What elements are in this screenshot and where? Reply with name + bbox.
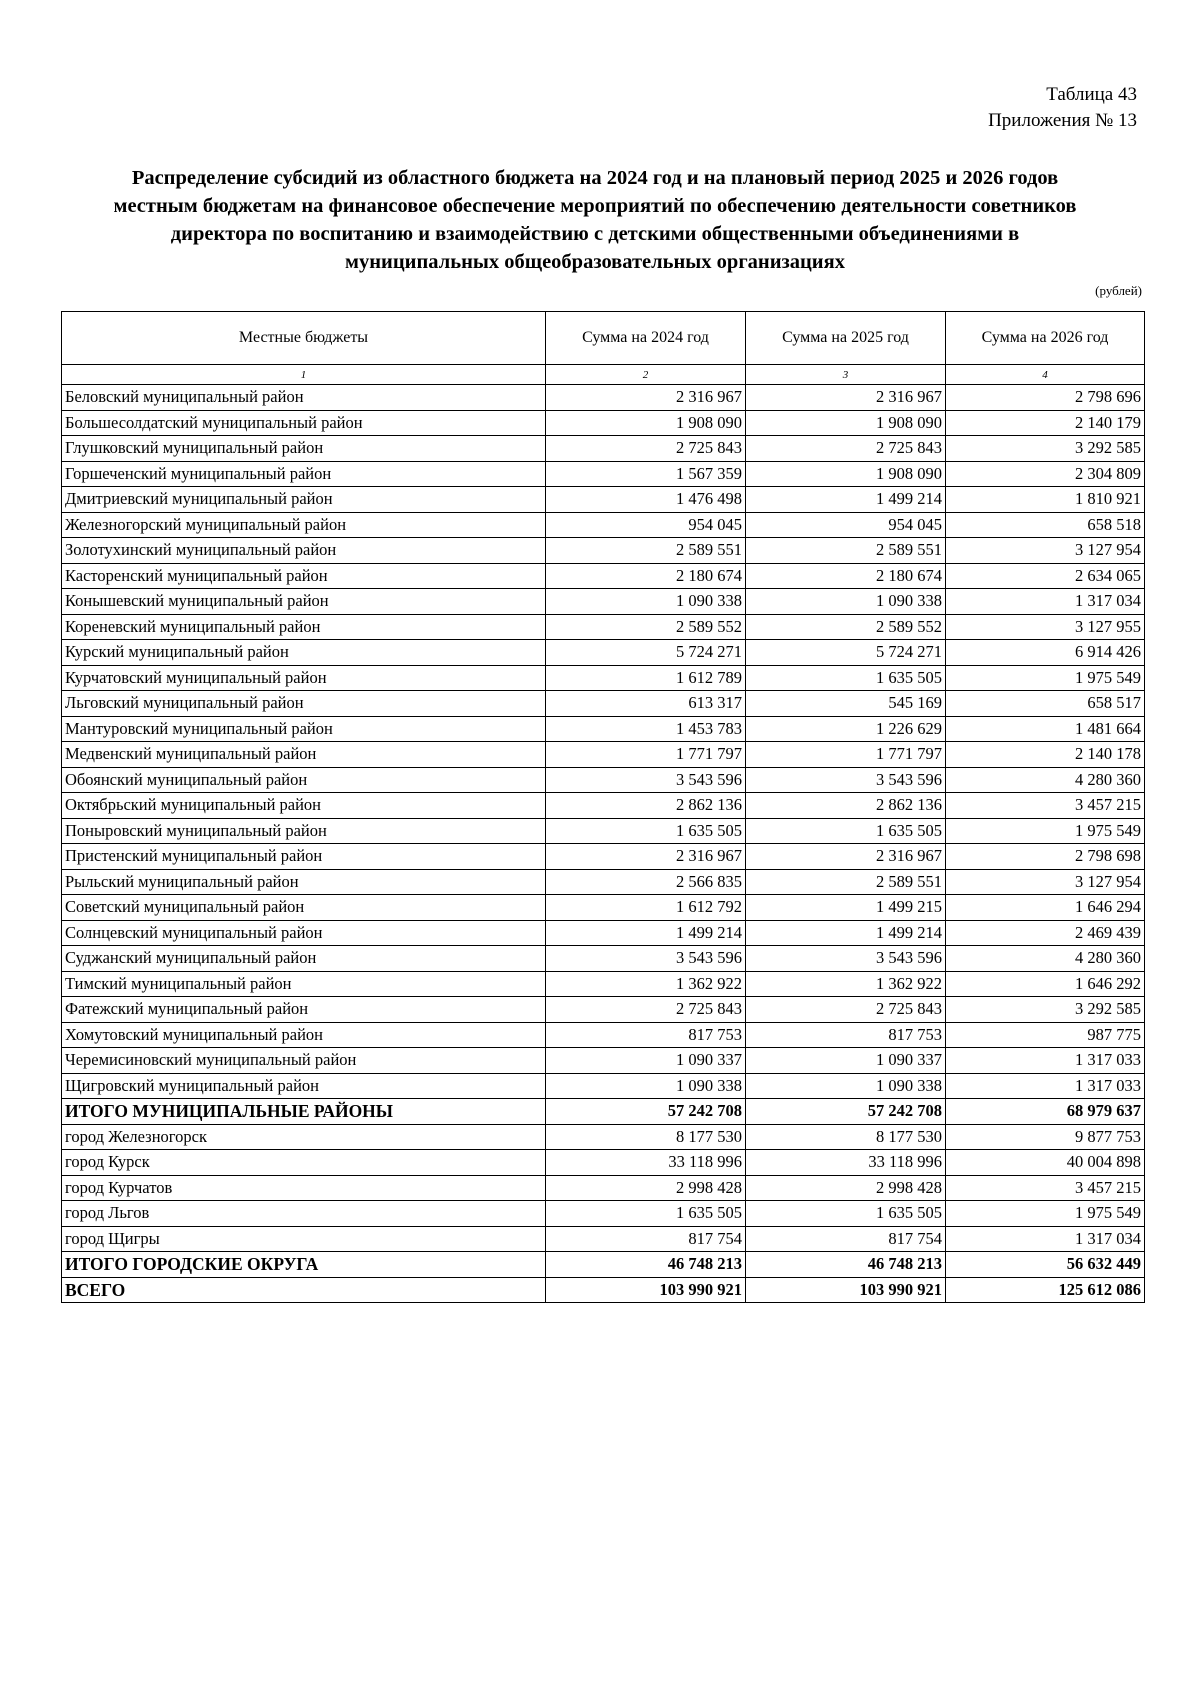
amount-2025-cell: 1 635 505: [746, 1201, 946, 1227]
amount-2026-cell: 40 004 898: [946, 1150, 1145, 1176]
table-row: [62, 767, 1145, 793]
amount-2024-cell: 2 566 835: [546, 869, 746, 895]
budget-name-cell: Обоянский муниципальный район: [62, 767, 546, 793]
amount-2026-cell: 2 140 179: [946, 410, 1145, 436]
amount-2024-cell: 1 090 338: [546, 589, 746, 615]
amount-2024-cell: 1 453 783: [546, 716, 746, 742]
table-row: [62, 461, 1145, 487]
document-title: [70, 164, 1120, 276]
amount-2025-cell: 1 499 215: [746, 895, 946, 921]
budget-name-cell: Советский муниципальный район: [62, 895, 546, 921]
amount-2025-cell: 545 169: [746, 691, 946, 717]
table-row: [62, 512, 1145, 538]
amount-2025-cell: 1 090 337: [746, 1048, 946, 1074]
budget-name-cell: Черемисиновский муниципальный район: [62, 1048, 546, 1074]
amount-2026-cell: 3 127 954: [946, 869, 1145, 895]
amount-2025-cell: 1 499 214: [746, 920, 946, 946]
amount-2025-cell: 1 908 090: [746, 410, 946, 436]
amount-2024-cell: 1 771 797: [546, 742, 746, 768]
amount-2026-cell: 987 775: [946, 1022, 1145, 1048]
amount-2025-cell: 1 090 338: [746, 1073, 946, 1099]
amount-2026-cell: 2 798 698: [946, 844, 1145, 870]
table-row: [62, 665, 1145, 691]
amount-2025-cell: 2 589 552: [746, 614, 946, 640]
amount-2026-cell: 6 914 426: [946, 640, 1145, 666]
amount-2024-cell: 1 090 338: [546, 1073, 746, 1099]
amount-2024-cell: 2 998 428: [546, 1175, 746, 1201]
table-row: [62, 1175, 1145, 1201]
table-header-row: [62, 312, 1145, 365]
subsidy-table: [61, 311, 1145, 1303]
table-row: [62, 844, 1145, 870]
budget-name-cell: Курчатовский муниципальный район: [62, 665, 546, 691]
amount-2026-cell: 125 612 086: [946, 1277, 1145, 1303]
table-row: [62, 691, 1145, 717]
table-row: [62, 869, 1145, 895]
table-label: Таблица 43: [1046, 84, 1137, 105]
budget-name-cell: ИТОГО ГОРОДСКИЕ ОКРУГА: [62, 1252, 546, 1278]
amount-2026-cell: 4 280 360: [946, 767, 1145, 793]
amount-2025-cell: 1 499 214: [746, 487, 946, 513]
amount-2024-cell: 3 543 596: [546, 767, 746, 793]
amount-2026-cell: 658 517: [946, 691, 1145, 717]
amount-2025-cell: 1 226 629: [746, 716, 946, 742]
amount-2025-cell: 5 724 271: [746, 640, 946, 666]
amount-2026-cell: 9 877 753: [946, 1124, 1145, 1150]
amount-2025-cell: 46 748 213: [746, 1252, 946, 1278]
budget-name-cell: город Курчатов: [62, 1175, 546, 1201]
table-row: [62, 1022, 1145, 1048]
budget-name-cell: Конышевский муниципальный район: [62, 589, 546, 615]
amount-2026-cell: 1 810 921: [946, 487, 1145, 513]
amount-2026-cell: 3 457 215: [946, 793, 1145, 819]
amount-2026-cell: 1 481 664: [946, 716, 1145, 742]
amount-2024-cell: 2 316 967: [546, 385, 746, 411]
column-header-2024: Сумма на 2024 год: [546, 312, 746, 365]
table-row: [62, 614, 1145, 640]
appendix-label: Приложения № 13: [988, 110, 1137, 131]
title-line: Распределение субсидий из областного бюджета на 2024 год и на плановый период 2025 и 2026 годов: [131, 167, 1059, 189]
budget-name-cell: Глушковский муниципальный район: [62, 436, 546, 462]
amount-2025-cell: 817 754: [746, 1226, 946, 1252]
budget-name-cell: Поныровский муниципальный район: [62, 818, 546, 844]
amount-2024-cell: 1 612 789: [546, 665, 746, 691]
table-row: [62, 895, 1145, 921]
budget-name-cell: Суджанский муниципальный район: [62, 946, 546, 972]
amount-2025-cell: 33 118 996: [746, 1150, 946, 1176]
table-total-row: [62, 1277, 1145, 1303]
amount-2024-cell: 2 316 967: [546, 844, 746, 870]
amount-2026-cell: 1 975 549: [946, 1201, 1145, 1227]
amount-2025-cell: 817 753: [746, 1022, 946, 1048]
amount-2024-cell: 46 748 213: [546, 1252, 746, 1278]
table-row: [62, 997, 1145, 1023]
table-row: [62, 563, 1145, 589]
table-row: [62, 920, 1145, 946]
column-header-2026: Сумма на 2026 год: [946, 312, 1145, 365]
amount-2025-cell: 954 045: [746, 512, 946, 538]
amount-2024-cell: 3 543 596: [546, 946, 746, 972]
budget-name-cell: Хомутовский муниципальный район: [62, 1022, 546, 1048]
amount-2025-cell: 2 725 843: [746, 436, 946, 462]
column-number: 3: [746, 365, 946, 385]
amount-2026-cell: 3 127 955: [946, 614, 1145, 640]
title-line: местным бюджетам на финансовое обеспечение мероприятий по обеспечению деятельности советников: [113, 195, 1077, 217]
table-total-row: [62, 1252, 1145, 1278]
budget-name-cell: Касторенский муниципальный район: [62, 563, 546, 589]
amount-2025-cell: 2 316 967: [746, 385, 946, 411]
amount-2024-cell: 2 180 674: [546, 563, 746, 589]
column-number-row: [62, 365, 1145, 385]
budget-name-cell: Тимский муниципальный район: [62, 971, 546, 997]
amount-2024-cell: 33 118 996: [546, 1150, 746, 1176]
budget-name-cell: Горшеченский муниципальный район: [62, 461, 546, 487]
column-header-2025: Сумма на 2025 год: [746, 312, 946, 365]
budget-name-cell: Солнцевский муниципальный район: [62, 920, 546, 946]
budget-name-cell: Мантуровский муниципальный район: [62, 716, 546, 742]
budget-name-cell: Беловский муниципальный район: [62, 385, 546, 411]
amount-2025-cell: 1 635 505: [746, 665, 946, 691]
amount-2025-cell: 1 771 797: [746, 742, 946, 768]
amount-2024-cell: 2 725 843: [546, 997, 746, 1023]
amount-2026-cell: 2 469 439: [946, 920, 1145, 946]
budget-name-cell: город Железногорск: [62, 1124, 546, 1150]
table-row: [62, 487, 1145, 513]
amount-2026-cell: 1 975 549: [946, 665, 1145, 691]
amount-2024-cell: 2 862 136: [546, 793, 746, 819]
amount-2026-cell: 3 127 954: [946, 538, 1145, 564]
table-row: [62, 793, 1145, 819]
amount-2026-cell: 1 317 034: [946, 1226, 1145, 1252]
column-number: 4: [946, 365, 1145, 385]
budget-name-cell: Золотухинский муниципальный район: [62, 538, 546, 564]
title-line: муниципальных общеобразовательных организациях: [345, 251, 845, 273]
amount-2026-cell: 2 798 696: [946, 385, 1145, 411]
amount-2025-cell: 8 177 530: [746, 1124, 946, 1150]
amount-2024-cell: 817 754: [546, 1226, 746, 1252]
budget-name-cell: Октябрьский муниципальный район: [62, 793, 546, 819]
table-total-row: [62, 1099, 1145, 1125]
amount-2026-cell: 56 632 449: [946, 1252, 1145, 1278]
amount-2024-cell: 1 908 090: [546, 410, 746, 436]
table-row: [62, 538, 1145, 564]
amount-2024-cell: 1 499 214: [546, 920, 746, 946]
amount-2025-cell: 2 862 136: [746, 793, 946, 819]
table-row: [62, 716, 1145, 742]
amount-2024-cell: 103 990 921: [546, 1277, 746, 1303]
table-row: [62, 946, 1145, 972]
amount-2024-cell: 5 724 271: [546, 640, 746, 666]
table-row: [62, 1073, 1145, 1099]
amount-2026-cell: 1 317 033: [946, 1073, 1145, 1099]
table-row: [62, 1048, 1145, 1074]
title-line: директора по воспитанию и взаимодействию с детскими общественными объединениями в: [170, 223, 1020, 245]
amount-2025-cell: 2 180 674: [746, 563, 946, 589]
table-row: [62, 1201, 1145, 1227]
amount-2026-cell: 1 646 294: [946, 895, 1145, 921]
amount-2026-cell: 2 140 178: [946, 742, 1145, 768]
amount-2024-cell: 2 589 552: [546, 614, 746, 640]
amount-2024-cell: 817 753: [546, 1022, 746, 1048]
table-row: [62, 640, 1145, 666]
table-row: [62, 971, 1145, 997]
amount-2026-cell: 2 634 065: [946, 563, 1145, 589]
table-row: [62, 385, 1145, 411]
amount-2025-cell: 3 543 596: [746, 767, 946, 793]
budget-name-cell: Железногорский муниципальный район: [62, 512, 546, 538]
amount-2026-cell: 3 457 215: [946, 1175, 1145, 1201]
amount-2025-cell: 2 316 967: [746, 844, 946, 870]
amount-2025-cell: 1 090 338: [746, 589, 946, 615]
amount-2026-cell: 4 280 360: [946, 946, 1145, 972]
budget-name-cell: Щигровский муниципальный район: [62, 1073, 546, 1099]
amount-2026-cell: 1 646 292: [946, 971, 1145, 997]
amount-2026-cell: 658 518: [946, 512, 1145, 538]
amount-2024-cell: 1 476 498: [546, 487, 746, 513]
amount-2025-cell: 2 589 551: [746, 869, 946, 895]
amount-2025-cell: 2 589 551: [746, 538, 946, 564]
table-row: [62, 1124, 1145, 1150]
amount-2026-cell: 2 304 809: [946, 461, 1145, 487]
amount-2024-cell: 8 177 530: [546, 1124, 746, 1150]
budget-name-cell: ВСЕГО: [62, 1277, 546, 1303]
amount-2024-cell: 1 090 337: [546, 1048, 746, 1074]
amount-2024-cell: 2 725 843: [546, 436, 746, 462]
table-row: [62, 818, 1145, 844]
amount-2024-cell: 1 362 922: [546, 971, 746, 997]
amount-2026-cell: 68 979 637: [946, 1099, 1145, 1125]
budget-name-cell: Пристенский муниципальный район: [62, 844, 546, 870]
table-row: [62, 1150, 1145, 1176]
amount-2024-cell: 1 635 505: [546, 818, 746, 844]
amount-2025-cell: 1 362 922: [746, 971, 946, 997]
amount-2026-cell: 1 975 549: [946, 818, 1145, 844]
budget-name-cell: Льговский муниципальный район: [62, 691, 546, 717]
amount-2024-cell: 1 567 359: [546, 461, 746, 487]
amount-2024-cell: 613 317: [546, 691, 746, 717]
amount-2024-cell: 1 635 505: [546, 1201, 746, 1227]
amount-2024-cell: 1 612 792: [546, 895, 746, 921]
table-row: [62, 410, 1145, 436]
amount-2024-cell: 954 045: [546, 512, 746, 538]
budget-name-cell: Курский муниципальный район: [62, 640, 546, 666]
table-row: [62, 589, 1145, 615]
table-row: [62, 436, 1145, 462]
amount-2025-cell: 1 635 505: [746, 818, 946, 844]
amount-2025-cell: 57 242 708: [746, 1099, 946, 1125]
amount-2025-cell: 103 990 921: [746, 1277, 946, 1303]
budget-name-cell: город Курск: [62, 1150, 546, 1176]
amount-2026-cell: 1 317 033: [946, 1048, 1145, 1074]
amount-2026-cell: 3 292 585: [946, 436, 1145, 462]
budget-name-cell: город Щигры: [62, 1226, 546, 1252]
amount-2026-cell: 1 317 034: [946, 589, 1145, 615]
amount-2025-cell: 2 725 843: [746, 997, 946, 1023]
amount-2025-cell: 1 908 090: [746, 461, 946, 487]
table-row: [62, 742, 1145, 768]
column-number: 2: [546, 365, 746, 385]
column-header-budgets: Местные бюджеты: [62, 312, 546, 365]
budget-name-cell: Медвенский муниципальный район: [62, 742, 546, 768]
amount-2024-cell: 57 242 708: [546, 1099, 746, 1125]
amount-2024-cell: 2 589 551: [546, 538, 746, 564]
budget-name-cell: город Льгов: [62, 1201, 546, 1227]
amount-2026-cell: 3 292 585: [946, 997, 1145, 1023]
budget-name-cell: Дмитриевский муниципальный район: [62, 487, 546, 513]
budget-name-cell: ИТОГО МУНИЦИПАЛЬНЫЕ РАЙОНЫ: [62, 1099, 546, 1125]
budget-name-cell: Большесолдатский муниципальный район: [62, 410, 546, 436]
amount-2025-cell: 3 543 596: [746, 946, 946, 972]
units-note: (рублей): [1095, 283, 1142, 298]
budget-name-cell: Фатежский муниципальный район: [62, 997, 546, 1023]
amount-2025-cell: 2 998 428: [746, 1175, 946, 1201]
column-number: 1: [62, 365, 546, 385]
table-row: [62, 1226, 1145, 1252]
budget-name-cell: Рыльский муниципальный район: [62, 869, 546, 895]
document-header: [988, 82, 1137, 134]
budget-name-cell: Кореневский муниципальный район: [62, 614, 546, 640]
